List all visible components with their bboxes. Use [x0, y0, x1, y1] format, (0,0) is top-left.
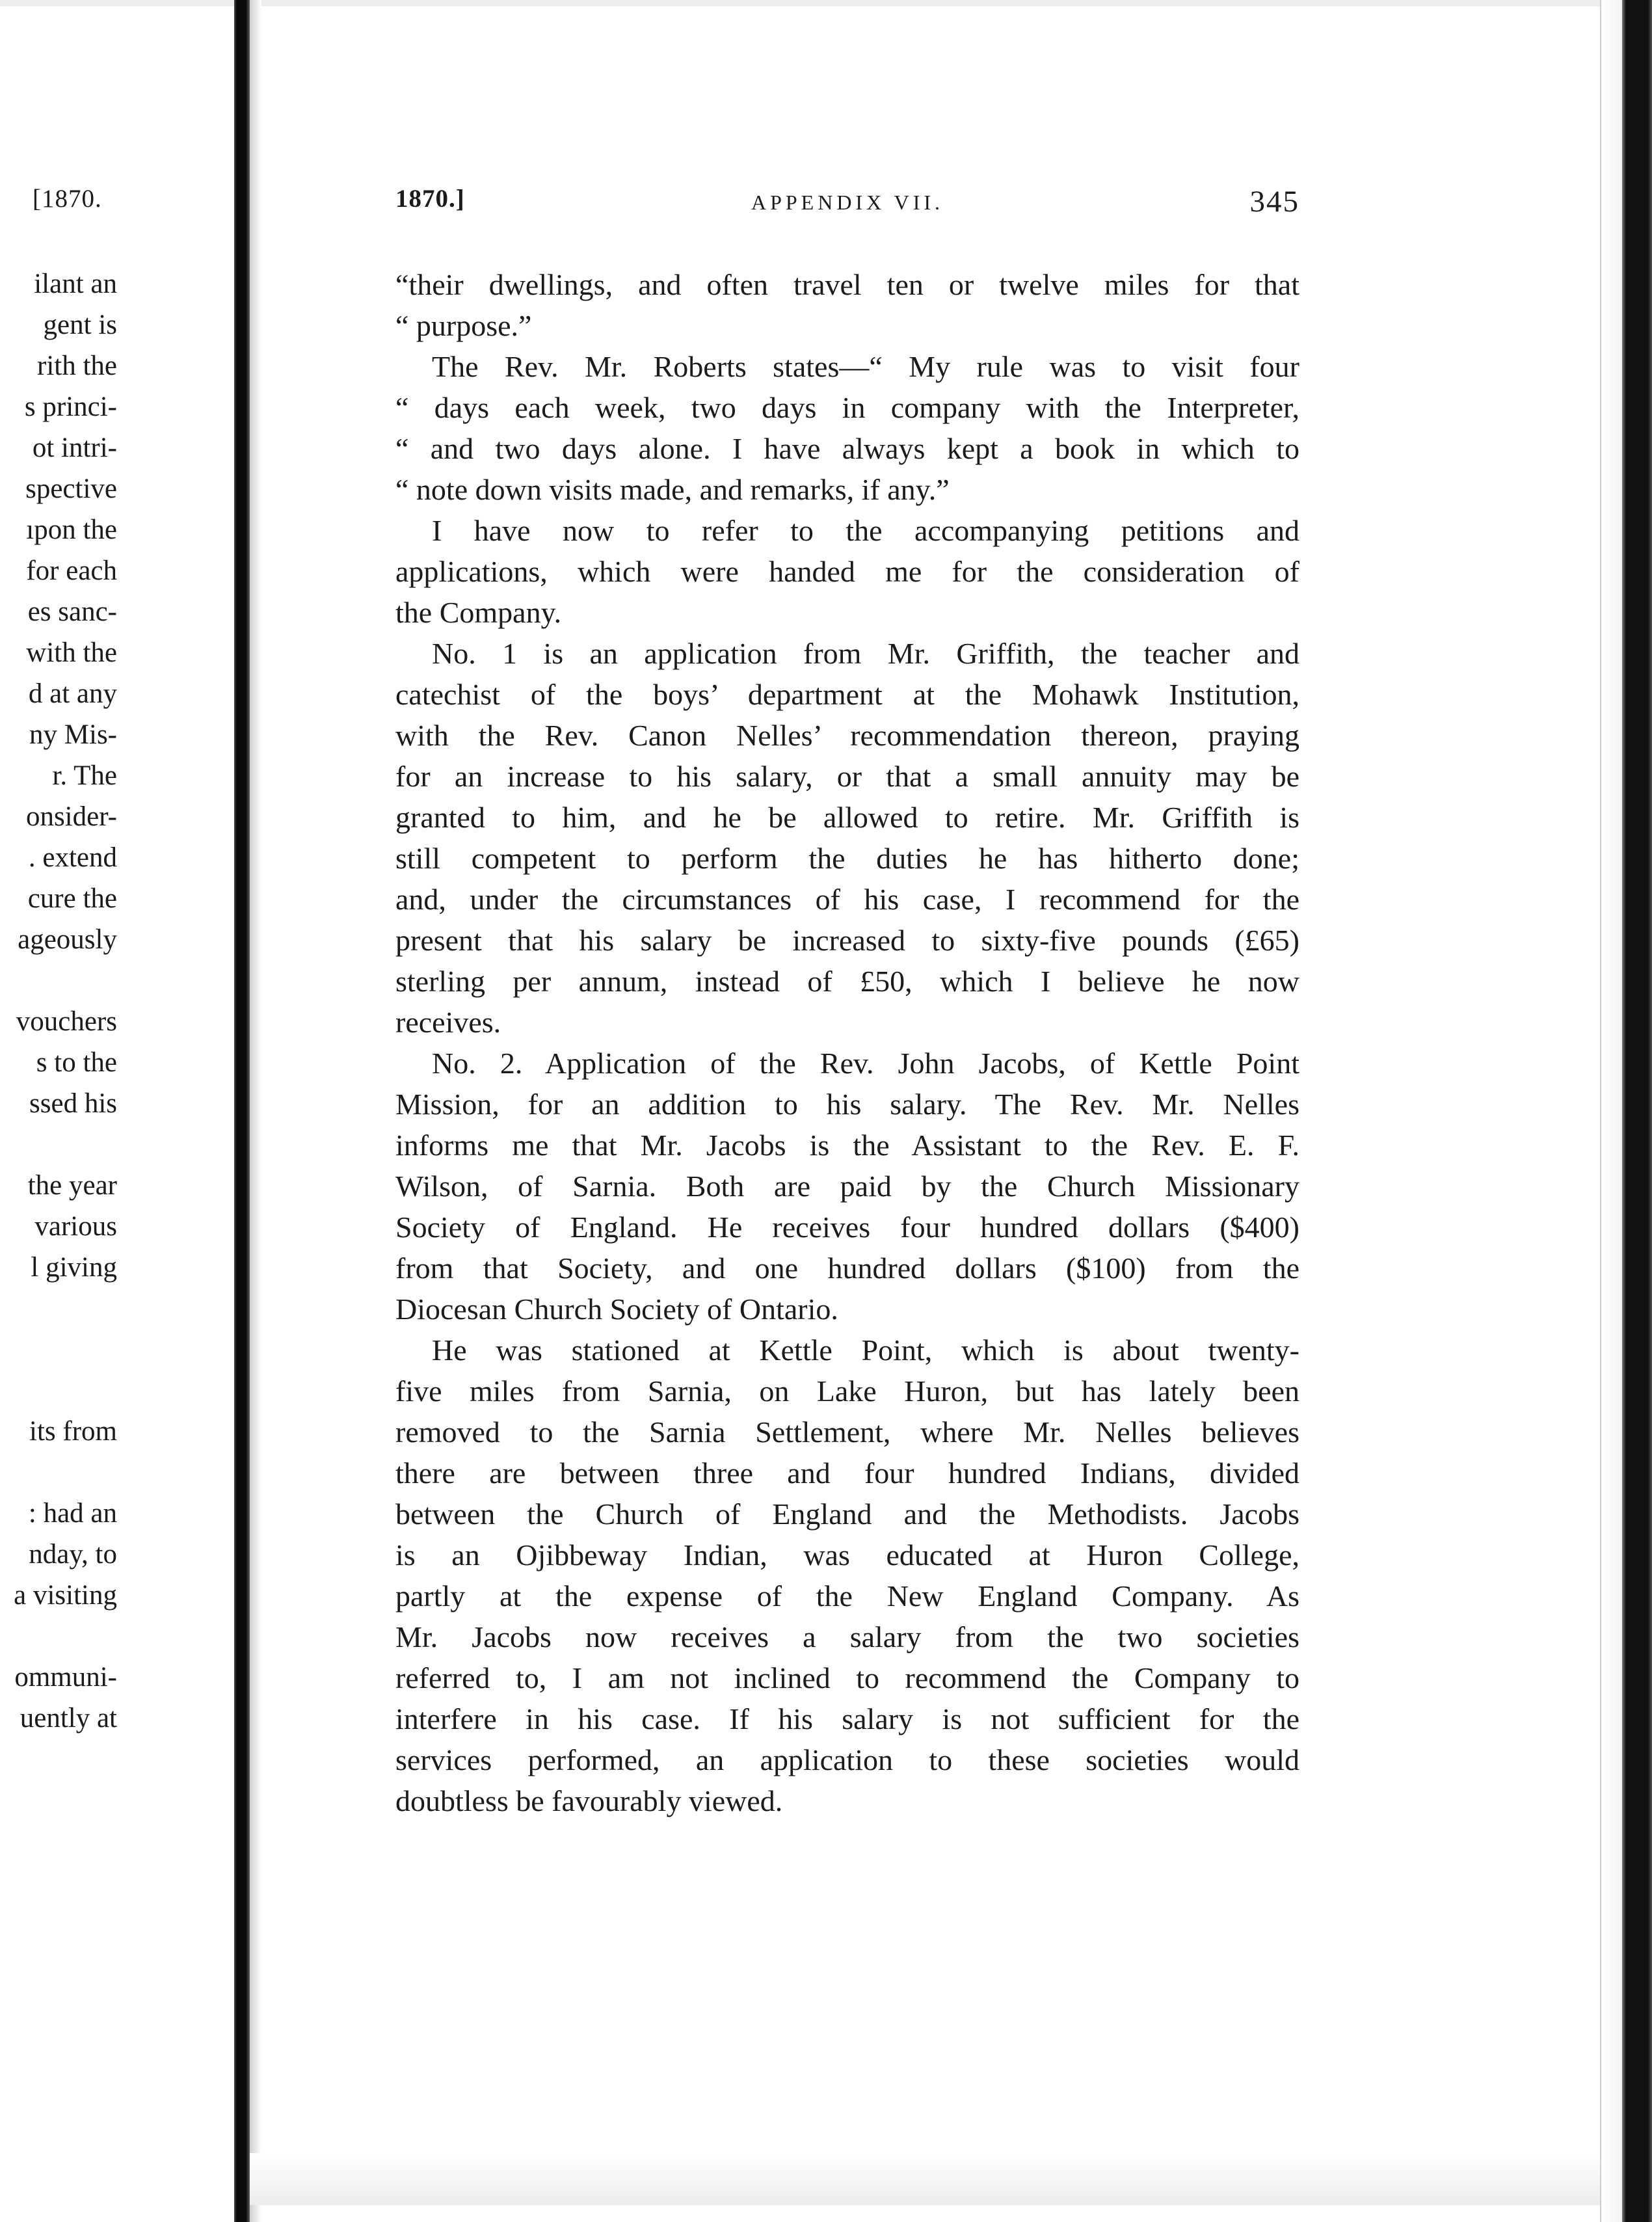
- scan-right-edge: [1622, 0, 1652, 2222]
- previous-page-line: s to the: [36, 1047, 117, 1078]
- text-line: present that his salary be increased to sixty-five pounds (£65): [395, 924, 1299, 957]
- text-line: sterling per annum, instead of £50, which I believe he now: [395, 965, 1299, 998]
- page-bottom-shadow: [250, 2153, 1609, 2205]
- text-line: catechist of the boys’ department at the Mohawk Institution,: [395, 678, 1299, 711]
- previous-page-line: ıpon the: [26, 515, 117, 545]
- previous-page-line: its from: [29, 1416, 117, 1447]
- previous-page-line: ot intri-: [32, 433, 117, 463]
- text-line: Mission, for an addition to his salary. The Rev. Mr. Nelles: [395, 1088, 1299, 1121]
- text-line: for an increase to his salary, or that a small annuity may be: [395, 760, 1299, 793]
- page-body-text: [395, 264, 1299, 1821]
- previous-page-line: vouchers: [16, 1006, 117, 1037]
- text-line: “ purpose.”: [395, 309, 532, 342]
- text-line: from that Society, and one hundred dollars ($100) from the: [395, 1252, 1299, 1285]
- previous-page-line: ommuni-: [14, 1662, 117, 1693]
- previous-page-line: uently at: [20, 1703, 117, 1733]
- paragraph: [395, 1330, 1299, 1821]
- text-line: granted to him, and he be allowed to retire. Mr. Griffith is: [395, 801, 1299, 834]
- previous-page-line: es sanc-: [27, 596, 117, 627]
- book-gutter: [234, 0, 250, 2222]
- text-line: partly at the expense of the New England Company. As: [395, 1579, 1299, 1613]
- text-line: services performed, an application to these societies would: [395, 1743, 1299, 1776]
- text-line: He was stationed at Kettle Point, which is about twenty-: [432, 1333, 1299, 1367]
- text-line: Society of England. He receives four hundred dollars ($400): [395, 1211, 1299, 1244]
- previous-page-line: with the: [26, 637, 117, 668]
- previous-page-line: the year: [27, 1170, 117, 1201]
- text-line: and, under the circumstances of his case, I recommend for the: [395, 883, 1299, 916]
- running-head-year: 1870.]: [395, 185, 465, 213]
- previous-page-line: rith the: [37, 351, 117, 381]
- paragraph: [395, 510, 1299, 633]
- previous-page-line: : had an: [28, 1498, 117, 1529]
- text-line: referred to, I am not inclined to recommend the Company to: [395, 1661, 1299, 1694]
- text-line: five miles from Sarnia, on Lake Huron, but has lately been: [395, 1374, 1299, 1408]
- running-head-title: APPENDIX VII.: [751, 191, 944, 214]
- previous-page-line: a visiting: [14, 1580, 117, 1611]
- paragraph: [395, 346, 1299, 510]
- text-line: Wilson, of Sarnia. Both are paid by the Church Missionary: [395, 1170, 1299, 1203]
- page-number: 345: [1249, 185, 1299, 219]
- previous-page-line: for each: [26, 556, 117, 586]
- text-line: “ and two days alone. I have always kept a book in which to: [395, 432, 1299, 465]
- text-line: Mr. Jacobs now receives a salary from the two societies: [395, 1620, 1299, 1653]
- text-line: removed to the Sarnia Settlement, where Mr. Nelles believes: [395, 1415, 1299, 1449]
- text-line: No. 1 is an application from Mr. Griffith, the teacher and: [432, 637, 1299, 670]
- page-345: [395, 0, 1299, 2222]
- previous-page-line: l giving: [31, 1252, 117, 1283]
- previous-page-line: onsider-: [25, 801, 117, 832]
- paragraph: [395, 1043, 1299, 1330]
- text-line: receives.: [395, 1006, 501, 1039]
- previous-page-fragment: [0, 0, 231, 2222]
- text-line: applications, which were handed me for the consideration of: [395, 555, 1299, 588]
- text-line: the Company.: [395, 596, 562, 629]
- text-line: with the Rev. Canon Nelles’ recommendation thereon, praying: [395, 719, 1299, 752]
- text-line: there are between three and four hundred Indians, divided: [395, 1456, 1299, 1490]
- previous-page-line: . extend: [28, 842, 117, 873]
- text-line: doubtless be favourably viewed.: [395, 1784, 783, 1817]
- gutter-shadow: [250, 0, 261, 2222]
- previous-page-line: cure the: [27, 883, 117, 914]
- text-line: I have now to refer to the accompanying petitions and: [432, 514, 1299, 547]
- text-line: is an Ojibbeway Indian, was educated at Huron College,: [395, 1538, 1299, 1572]
- paragraph: [395, 264, 1299, 346]
- previous-page-line: various: [34, 1211, 117, 1242]
- text-line: No. 2. Application of the Rev. John Jacobs, of Kettle Point: [432, 1047, 1299, 1080]
- text-line: “ days each week, two days in company with the Interpreter,: [395, 391, 1299, 424]
- previous-page-line: ilant an: [34, 269, 117, 299]
- previous-page-line: nday, to: [29, 1539, 117, 1570]
- previous-page-line: gent is: [43, 310, 117, 340]
- text-line: between the Church of England and the Methodists. Jacobs: [395, 1497, 1299, 1531]
- text-line: “ note down visits made, and remarks, if any.”: [395, 473, 950, 506]
- previous-page-line: ageously: [18, 924, 117, 955]
- text-line: “their dwellings, and often travel ten or twelve miles for that: [395, 268, 1299, 301]
- running-head: [395, 184, 1299, 223]
- previous-page-line: ny Mis-: [29, 719, 117, 750]
- text-line: interfere in his case. If his salary is not sufficient for the: [395, 1702, 1299, 1735]
- previous-page-line: spective: [25, 474, 117, 504]
- previous-page-line: s princi-: [24, 392, 117, 422]
- text-line: informs me that Mr. Jacobs is the Assistant to the Rev. E. F.: [395, 1129, 1299, 1162]
- previous-page-line: r. The: [52, 760, 117, 791]
- previous-page-running-head: [1870.: [33, 185, 102, 213]
- previous-page-line: d at any: [28, 678, 117, 709]
- paragraph: [395, 633, 1299, 1043]
- previous-page-line: ssed his: [29, 1088, 117, 1119]
- text-line: The Rev. Mr. Roberts states—“ My rule was to visit four: [432, 350, 1299, 383]
- text-line: Diocesan Church Society of Ontario.: [395, 1292, 838, 1326]
- text-line: still competent to perform the duties he has hitherto done;: [395, 842, 1299, 875]
- page-fore-edge: [1600, 0, 1622, 2222]
